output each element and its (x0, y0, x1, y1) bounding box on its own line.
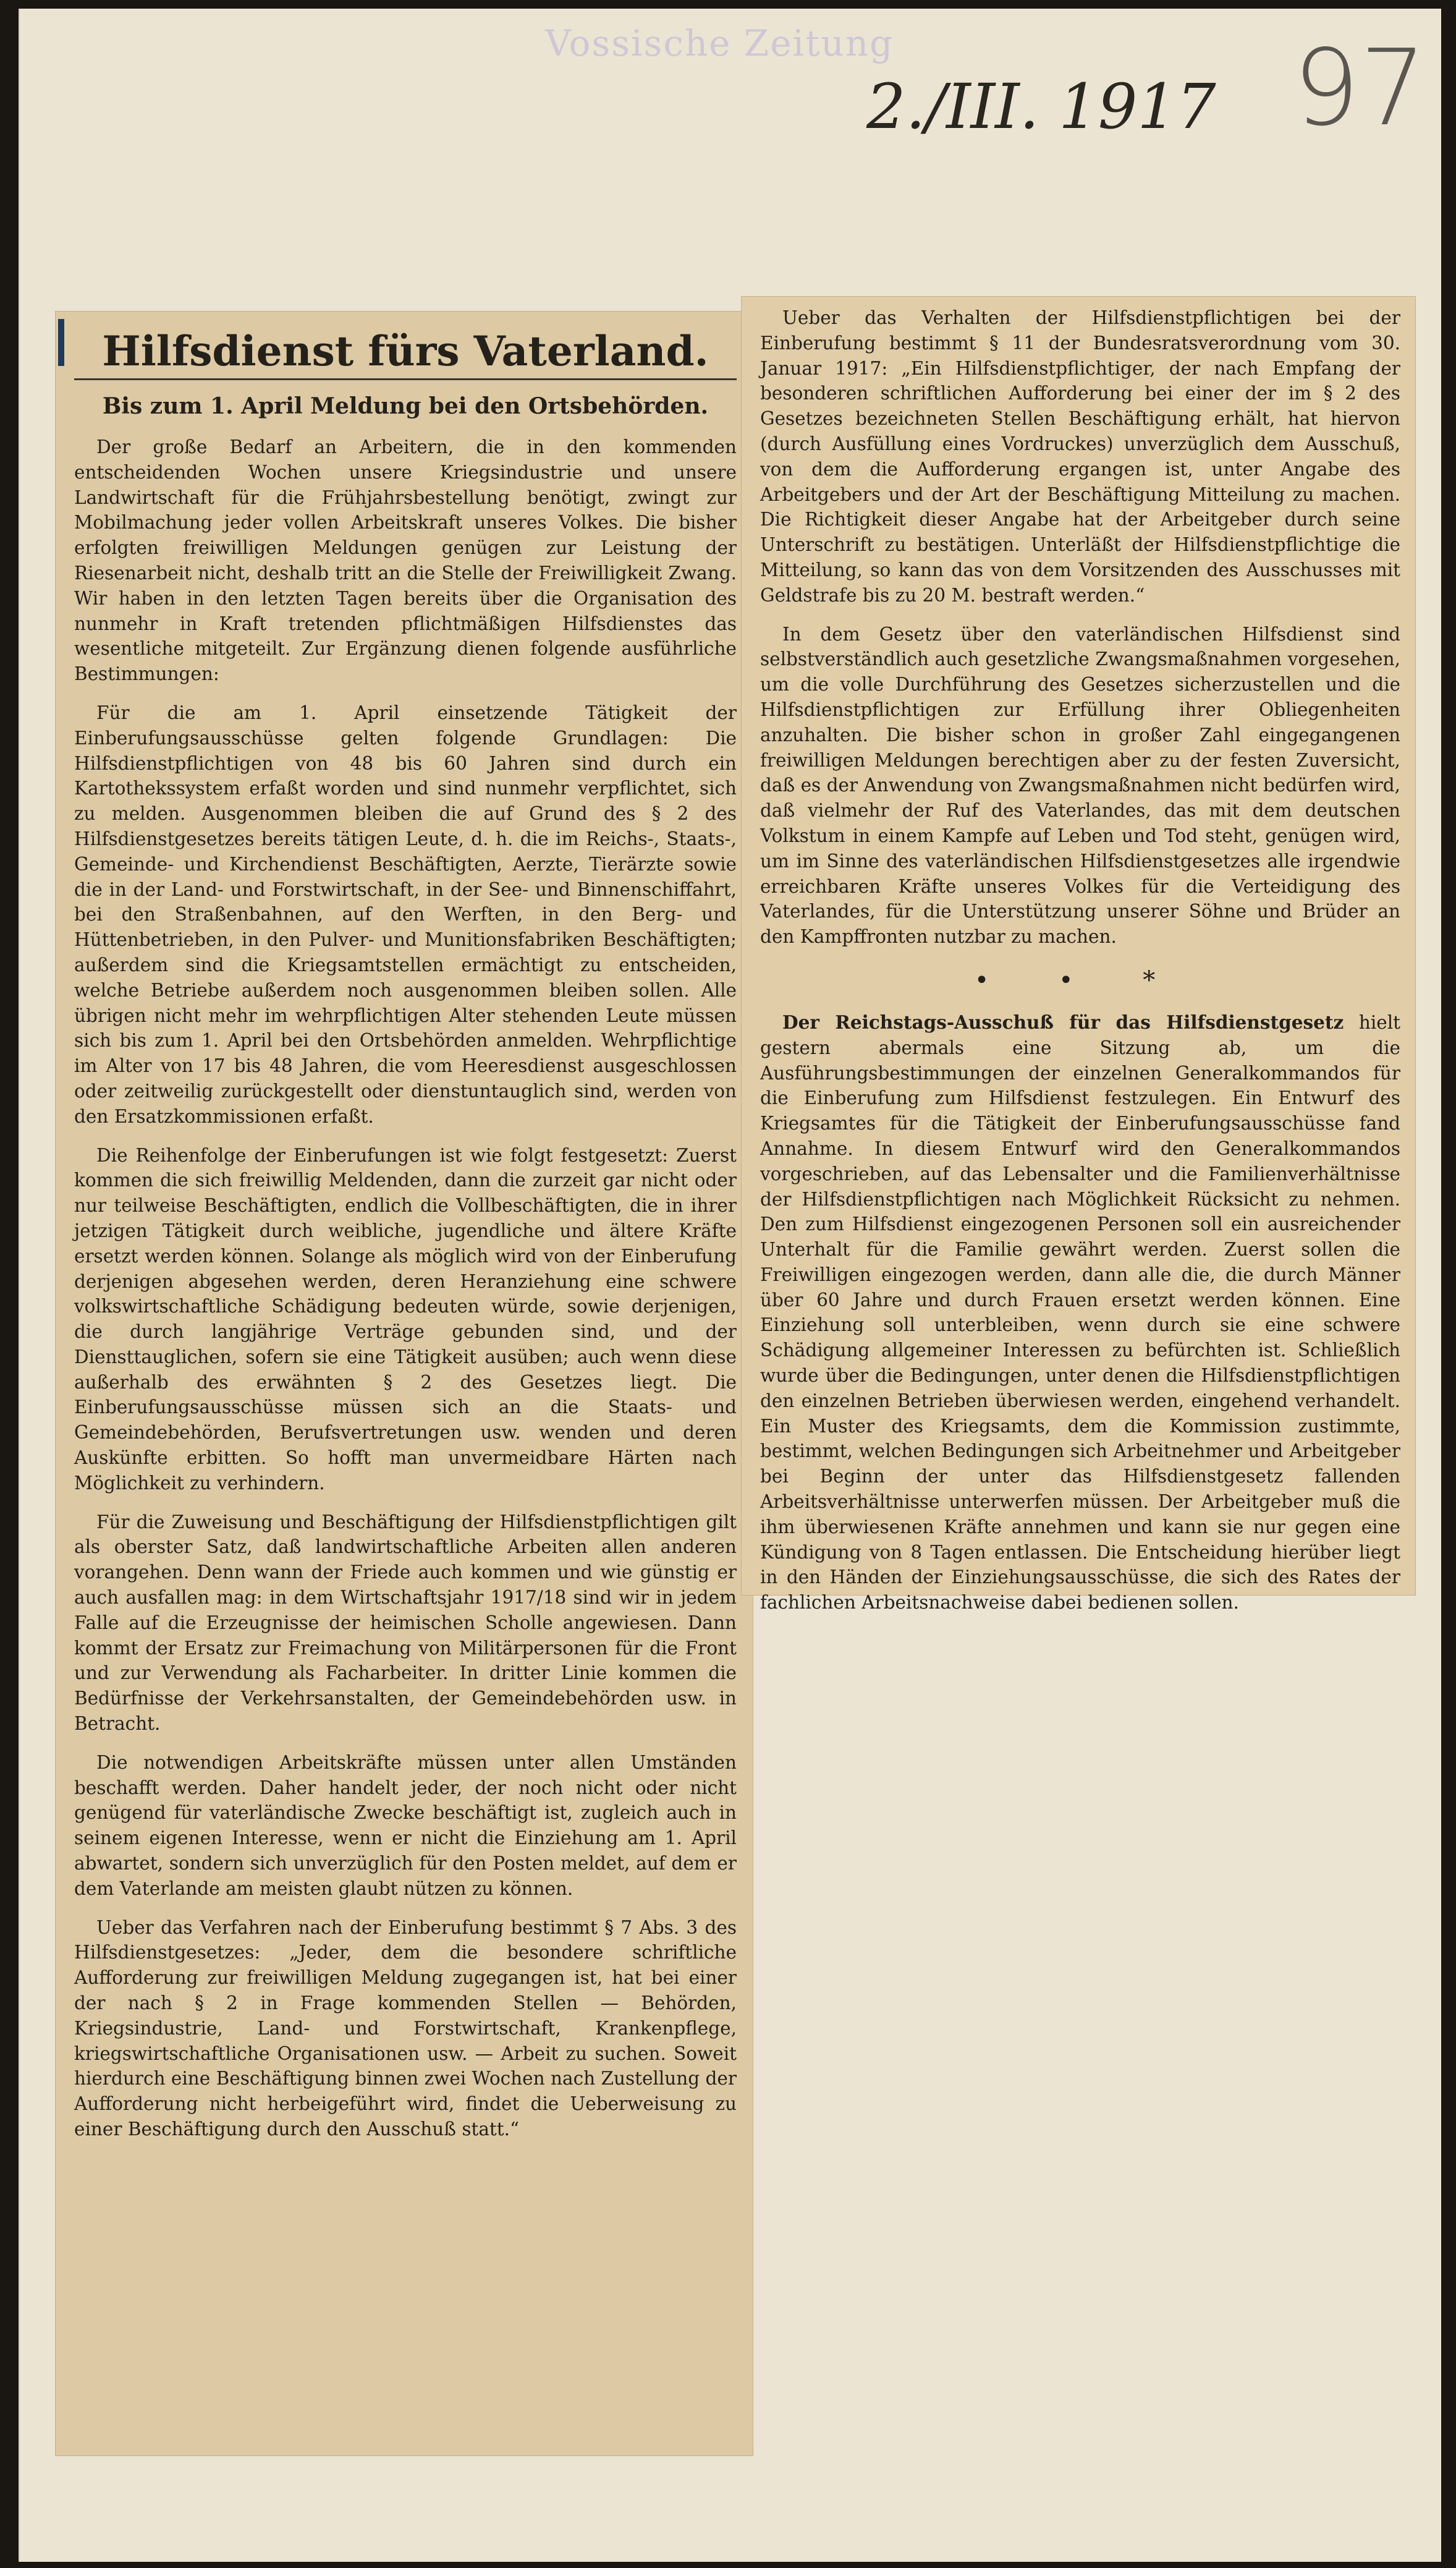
newspaper-name-stamp: Vossische Zeitung (545, 22, 894, 64)
paragraph: Die Reihenfolge der Einberufungen ist wie folgt festgesetzt: Zuerst kommen die sich freiwillig Meldenden, dann die zurzeit gar nicht oder nur teilweise Beschäftigten, endlich die Vollbeschäftigten, die in ihrer jetzigen Tätigkeit durch weibliche, jugendliche und ältere Kräfte ersetzt werden können. Solange als möglich wird von der Einberufung derjenigen abgesehen werden, deren Heranziehung eine schwere volkswirtschaftliche Schädigung bedeuten würde, sowie derjenigen, die durch langjährige Verträge gebunden sind, und der Diensttauglichen, sofern sie eine Tätigkeit ausüben; auch wenn diese außerhalb des erwähnten § 2 des Gesetzes liegt. Die Einberufungsausschüsse müssen sich an die Staats- und Gemeindebehörden, Berufsvertretungen usw. wenden und deren Auskünfte erbitten. So hofft man unvermeidbare Härten nach Möglichkeit zu verhindern. (74, 1144, 737, 1494)
paragraph: Ueber das Verhalten der Hilfsdienstpflichtigen bei der Einberufung bestimmt § 11 der Bundesratsverordnung vom 30. Januar 1917: „Ein Hilfsdienstpflichtiger, der nach Empfang der besonderen schriftlichen Aufforderung bei einer der im § 2 des Gesetzes bezeichneten Stellen Beschäftigung erhält, hat hiervon (durch Ausfüllung eines Vordruckes) unverzüglich dem Ausschuß, von dem die Aufforderung ergangen ist, unter Angabe des Arbeitgebers und der Art der Beschäftigung Mitteilung zu machen. Die Richtigkeit dieser Angabe hat der Arbeitgeber durch seine Unterschrift zu bestätigen. Unterläßt der Hilfsdienstpflichtige die Mitteilung, so kann das von dem Vorsitzenden des Ausschusses mit Geldstrafe bis zu 20 M. bestraft werden.“ (760, 307, 1400, 606)
clipping-left-column (56, 312, 753, 2455)
article-title: Hilfsdienst fürs Vaterland. (102, 327, 709, 375)
paragraph: Für die am 1. April einsetzende Tätigkeit der Einberufungsausschüsse gelten folgende Grundlagen: Die Hilfsdienstpflichtigen von 48 bis 60 Jahren sind durch ein Kartothekssystem erfaßt worden und sind nunmehr verpflichtet, sich zu melden. Ausgenommen bleiben die auf Grund des § 2 des Hilfsdienstgesetzes bereits tätigen Leute, d. h. die im Reichs-, Staats-, Gemeinde- und Kirchendienst Beschäftigten, Aerzte, Tierärzte sowie die in der Land- und Forstwirtschaft, in der See- und Binnenschiffahrt, bei den Straßenbahnen, auf den Werften, in den Berg- und Hüttenbetrieben, in den Pulver- und Munitionsfabriken Beschäftigten; außerdem sind die Kriegsamtstellen ermächtigt zu entscheiden, welche Betriebe außerdem noch ausgenommen bleiben sollen. Alle übrigen nicht mehr im wehrpflichtigen Alter stehenden Leute müssen sich bis zum 1. April bei den Ortsbehörden anmelden. Wehrpflichtige im Alter von 17 bis 48 Jahren, die vom Heeresdienst ausgeschlossen oder zeitweilig zurückgestellt oder dienstuntauglich sind, werden von den Ersatzkommissionen erfaßt. (74, 702, 737, 1127)
title-rule (74, 378, 737, 380)
handwritten-page-number: 97 (1293, 27, 1427, 150)
paragraph: In dem Gesetz über den vaterländischen Hilfsdienst sind selbstverständlich auch gesetzliche Zwangsmaßnahmen vorgesehen, um die volle Durchführung des Gesetzes sicherzustellen und die Hilfsdienstpflichtigen zur Erfüllung ihrer Obliegenheiten anzuhalten. Die bisher schon in großer Zahl eingegangenen freiwilligen Meldungen berechtigen aber zu der festen Zuversicht, daß es der Anwendung von Zwangsmaßnahmen nicht bedürfen wird, daß vielmehr der Ruf des Vaterlandes, das mit dem deutschen Volkstum in einem Kampfe auf Leben und Tod steht, genügen wird, um im Sinne des vaterländischen Hilfsdienstgesetzes alle irgendwie erreichbaren Kräfte unseres Volkes für die Verteidigung des Vaterlandes, für die Unterstützung unserer Söhne und Brüder an den Kampffronten nutzbar zu machen. (760, 623, 1400, 948)
report-paragraph (760, 1010, 1400, 1615)
paragraph: Die notwendigen Arbeitskräfte müssen unter allen Umständen beschafft werden. Daher handelt jeder, der noch nicht oder nicht genügend für vaterländische Zwecke beschäftigt ist, zugleich auch in seinem eigenen Interesse, wenn er nicht die Einziehung am 1. April abwartet, sondern sich unverzüglich für den Posten meldet, auf dem er dem Vaterlande am meisten glaubt nützen zu können. (74, 1751, 737, 1899)
paragraph: Ueber das Verfahren nach der Einberufung bestimmt § 7 Abs. 3 des Hilfsdienstgesetzes: „Jeder, dem die besondere schriftliche Aufforderung zur freiwilligen Meldung zugegangen ist, hat bei einer der nach § 2 in Frage kommenden Stellen — Behörden, Kriegsindustrie, Land- und Forstwirtschaft, Krankenpflege, kriegswirtschaftliche Organisationen usw. — Arbeit zu suchen. Soweit hierdurch eine Beschäftigung binnen zwei Wochen nach Zustellung der Aufforderung nicht herbeigeführt wird, findet die Ueberweisung zu einer Beschäftigung durch den Ausschuß statt.“ (74, 1916, 737, 2140)
paragraph: Der große Bedarf an Arbeitern, die in den kommenden entscheidenden Wochen unsere Kriegsindustrie und unsere Landwirtschaft für die Frühjahrsbestellung benötigt, zwingt zur Mobilmachung jeder vollen Arbeitskraft unseres Volkes. Die bisher erfolgten freiwilligen Meldungen genügen zur Leistung der Riesenarbeit nicht, deshalb tritt an die Stelle der Freiwilligkeit Zwang. Wir haben in den letzten Tagen bereits über die Organisation des nunmehr in Kraft tretenden pflichtmäßigen Hilfsdienstes das wesentliche mitgeteilt. Zur Ergänzung dienen folgende ausführliche Bestimmungen: (74, 436, 737, 685)
clipping-right-column (742, 297, 1415, 1614)
report-text: hielt gestern abermals eine Sitzung ab, um die Ausführungsbestimmungen der einzelnen Generalkommandos für die Einberufung zum Hilfsdienst festzulegen. Ein Entwurf des Kriegsamtes für die Tätigkeit der Einberufungsausschüsse fand Annahme. In diesem Entwurf wird den Generalkommandos vorgeschrieben, auf das Lebensalter und die Familienverhältnisse der Hilfsdienstpflichtigen nach Möglichkeit Rücksicht zu nehmen. Den zum Hilfsdienst eingezogenen Personen soll ein ausreichender Unterhalt für die Familie gewährt werden. Zuerst sollen die Freiwilligen eingezogen werden, dann alle die, die durch Männer über 60 Jahre und durch Frauen ersetzt werden können. Eine Einziehung soll unterbleiben, wenn durch sie eine schwere Schädigung allgemeiner Interessen zu befürchten ist. Schließlich wurde über die Bedingungen, unter denen die Hilfsdienstpflichtigen den einzelnen Betrieben überwiesen werden, eingehend verhandelt. Ein Muster des Kriegsamts, dem die Kommission zustimmte, bestimmt, welchen Bedingungen sich Arbeitnehmer und Arbeitgeber bei Beginn der unter das Hilfsdienstgesetz fallenden Arbeitsverhältnisse unterwerfen müssen. Der Arbeitgeber muß die ihm überwiesenen Kräfte annehmen und kann sie nur gegen eine Kündigung von 8 Tagen entlassen. Die Entscheidung hierüber liegt in den Händen der Einziehungsausschüsse, die sich des Rates der fachlichen Arbeitsnachweise dabei bedienen sollen. (760, 1011, 1400, 1614)
report-lead: Der Reichstags-Ausschuß für das Hilfsdienstgesetz (782, 1011, 1344, 1033)
handwritten-date: 2./III. 1917 (866, 70, 1216, 143)
blue-pencil-mark (58, 319, 64, 366)
article-subtitle: Bis zum 1. April Meldung bei den Ortsbehörden. (102, 393, 709, 419)
section-divider: • • * (974, 966, 1187, 995)
paragraph: Für die Zuweisung und Beschäftigung der Hilfsdienstpflichtigen gilt als oberster Satz, daß landwirtschaftliche Arbeiten allen anderen vorangehen. Denn wann der Friede auch kommen und wie günstig er auch ausfallen mag: in dem Wirtschaftsjahr 1917/18 sind wir in jedem Falle auf die Erzeugnisse der heimischen Scholle angewiesen. Dann kommt der Ersatz zur Freimachung von Militärpersonen für die Front und zur Verwendung als Facharbeiter. In dritter Linie kommen die Bedürfnisse der Verkehrsanstalten, der Gemeindebehörden usw. in Betracht. (74, 1511, 737, 1735)
